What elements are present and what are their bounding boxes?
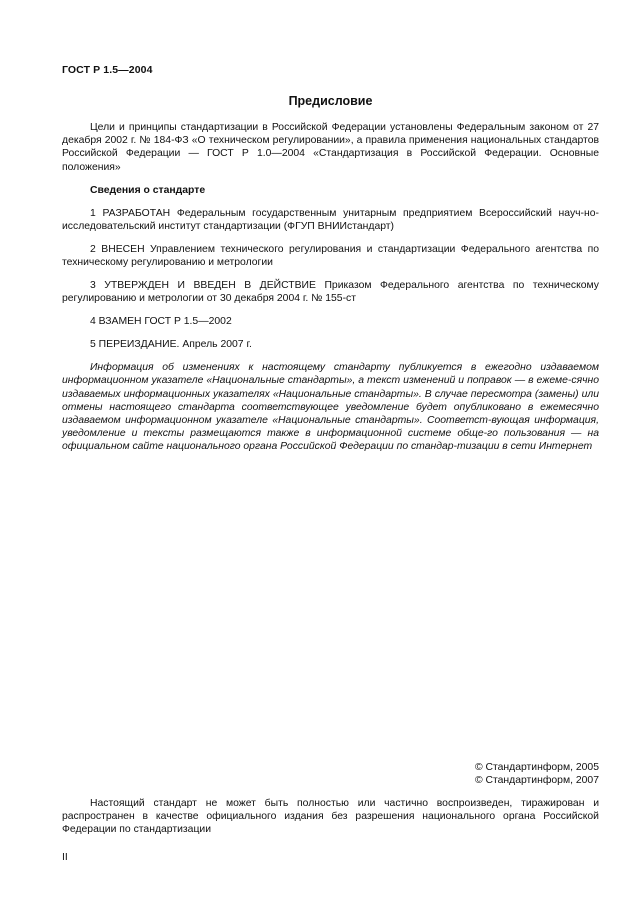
- reproduction-notice: Настоящий стандарт не может быть полностью или частично воспроизведен, тиражирован и распространен в качестве официального издания без разрешения национального органа Российской Федерации по стандартизации: [62, 798, 599, 836]
- copyright-line: © Стандартинформ, 2005: [474, 762, 599, 773]
- standard-info-item-5: 5 ПЕРЕИЗДАНИЕ. Апрель 2007 г.: [90, 339, 252, 351]
- standard-info-item-3: 3 УТВЕРЖДЕН И ВВЕДЕН В ДЕЙСТВИЕ Приказом Федерального агентства по техническому регулированию и метрологии от 30 декабря 2004 г. № 155-ст: [62, 280, 599, 305]
- document-code: ГОСТ Р 1.5—2004: [62, 64, 153, 76]
- standard-info-item-1: 1 РАЗРАБОТАН Федеральным государственным унитарным предприятием Всероссийский науч-но-исследовательский институт стандартизации (ФГУП ВНИИстандарт): [62, 207, 599, 232]
- copyright-block: [475, 761, 599, 787]
- page-title: Предисловие: [288, 94, 373, 108]
- page-number: II: [62, 852, 68, 863]
- section-heading: Сведения о стандарте: [90, 184, 206, 196]
- amendments-info-note: Информация об изменениях к настоящему стандарту публикуется в ежегодно издаваемом информационном указателе «Национальные стандарты», а текст изменений и поправок — в ежеме-сячно издаваемых информационных указателях «Национальные стандарты». В случае пересмотра (замены) или отмены настоящего стандарта соответствующее уведомление будет опубликовано в ежемесячно издаваемом информационном указателе «Национальные стандарты». Соответст-вующая информация, уведомление и тексты размещаются также в информационной системе обще-го пользования — на официальном сайте национального органа Российской Федерации по стандар-тизации в сети Интернет: [62, 362, 599, 453]
- foreword-content: [62, 121, 599, 463]
- standard-info-item-4: 4 ВЗАМЕН ГОСТ Р 1.5—2002: [90, 316, 232, 328]
- copyright-line: © Стандартинформ, 2007: [474, 775, 599, 787]
- intro-paragraph: Цели и принципы стандартизации в Российской Федерации установлены Федеральным законом от 27 декабря 2002 г. № 184-ФЗ «О техническом регулировании», а правила применения национальных стандартов Российской Федерации — ГОСТ Р 1.0—2004 «Стандартизация в Российской Федерации. Основные положения»: [62, 122, 599, 173]
- standard-info-item-2: 2 ВНЕСЕН Управлением технического регулирования и стандартизации Федерального агентства по техническому регулированию и метрологии: [62, 243, 599, 269]
